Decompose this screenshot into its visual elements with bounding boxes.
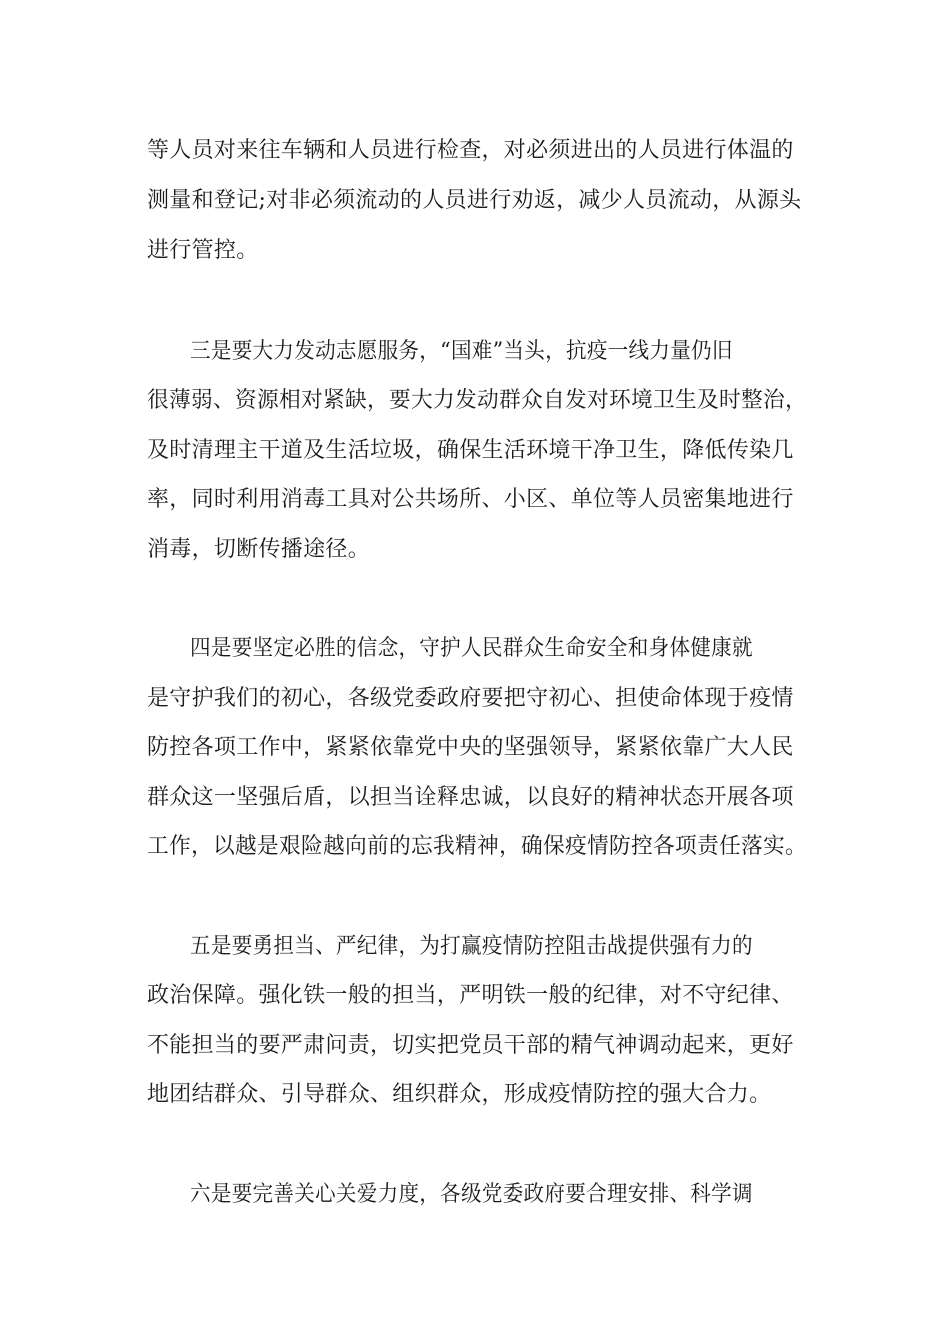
text-line: 很薄弱、资源相对紧缺，要大力发动群众自发对环境卫生及时整治， bbox=[147, 388, 807, 413]
text-line: 不能担当的要严肃问责，切实把党员干部的精气神调动起来，更好 bbox=[147, 1033, 794, 1058]
text-line: 防控各项工作中，紧紧依靠党中央的坚强领导，紧紧依靠广大人民 bbox=[147, 735, 794, 760]
text-line: 消毒，切断传播途径。 bbox=[147, 537, 371, 562]
text-line: 率，同时利用消毒工具对公共场所、小区、单位等人员密集地进行 bbox=[147, 487, 794, 512]
text-line: 工作，以越是艰险越向前的忘我精神，确保疫情防控各项责任落实。 bbox=[147, 834, 807, 859]
text-line: 群众这一坚强后盾，以担当诠释忠诚，以良好的精神状态开展各项 bbox=[147, 785, 794, 810]
text-line: 四是要坚定必胜的信念，守护人民群众生命安全和身体健康就 bbox=[190, 636, 753, 661]
text-line: 及时清理主干道及生活垃圾，确保生活环境干净卫生，降低传染几 bbox=[147, 438, 794, 463]
text-line: 进行管控。 bbox=[147, 238, 259, 263]
text-line: 五是要勇担当、严纪律，为打赢疫情防控阻击战提供强有力的 bbox=[190, 934, 753, 959]
text-line: 等人员对来往车辆和人员进行检查，对必须进出的人员进行体温的 bbox=[147, 138, 794, 163]
text-line: 地团结群众、引导群众、组织群众，形成疫情防控的强大合力。 bbox=[147, 1082, 772, 1107]
text-line: 是守护我们的初心，各级党委政府要把守初心、担使命体现于疫情 bbox=[147, 686, 794, 711]
text-line: 六是要完善关心关爱力度，各级党委政府要合理安排、科学调 bbox=[190, 1182, 753, 1207]
text-line: 政治保障。强化铁一般的担当，严明铁一般的纪律，对不守纪律、 bbox=[147, 983, 794, 1008]
text-line: 测量和登记;对非必须流动的人员进行劝返，减少人员流动，从源头 bbox=[147, 188, 802, 213]
text-line: 三是要大力发动志愿服务，“国难”当头，抗疫一线力量仍旧 bbox=[190, 339, 733, 364]
